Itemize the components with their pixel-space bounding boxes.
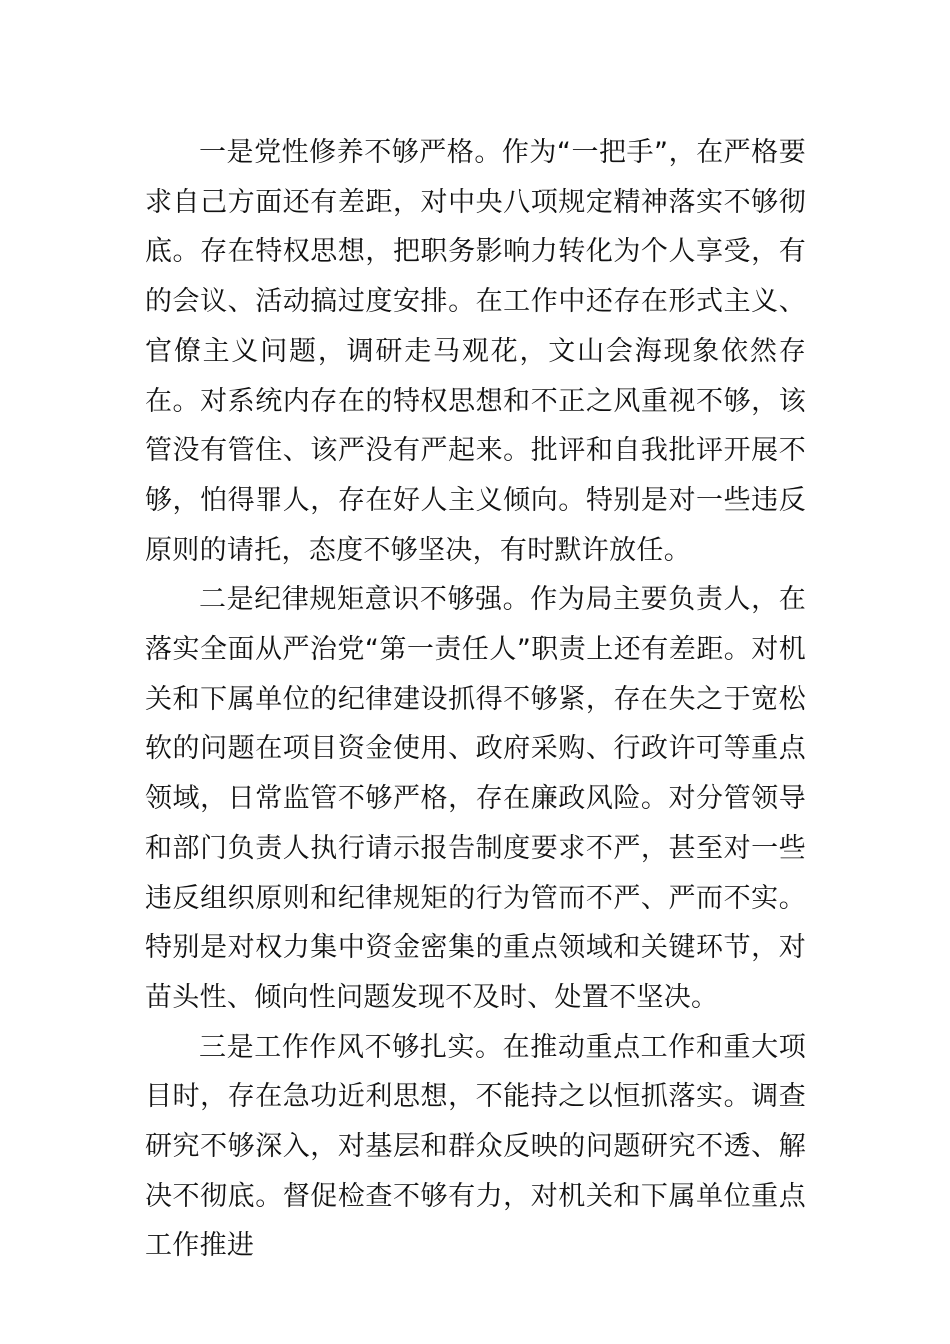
paragraph-2: 二是纪律规矩意识不够强。作为局主要负责人，在落实全面从严治党“第一责任人”职责上还有差距。对机关和下属单位的纪律建设抓得不够紧，存在失之于宽松软的问题在项目资金使用、政府采购、行政许可等重点领域，日常监管不够严格，存在廉政风险。对分管领导和部门负责人执行请示报告制度要求不严，甚至对一些违反组织原则和纪律规矩的行为管而不严、严而不实。特别是对权力集中资金密集的重点领域和关键环节，对苗头性、倾向性问题发现不及时、处置不坚决。	[145, 584, 806, 1013]
document-body	[145, 128, 806, 1271]
paragraph-3: 三是工作作风不够扎实。在推动重点工作和重大项目时，存在急功近利思想，不能持之以恒抓落实。调查研究不够深入，对基层和群众反映的问题研究不透、解决不彻底。督促检查不够有力，对机关和下属单位重点工作推进	[145, 1031, 806, 1262]
paragraph-1: 一是党性修养不够严格。作为“一把手”，在严格要求自己方面还有差距，对中央八项规定精神落实不够彻底。存在特权思想，把职务影响力转化为个人享受，有的会议、活动搞过度安排。在工作中还存在形式主义、官僚主义问题，调研走马观花，文山会海现象依然存在。对系统内存在的特权思想和不正之风重视不够，该管没有管住、该严没有严起来。批评和自我批评开展不够，怕得罪人，存在好人主义倾向。特别是对一些违反原则的请托，态度不够坚决，有时默许放任。	[145, 137, 806, 566]
